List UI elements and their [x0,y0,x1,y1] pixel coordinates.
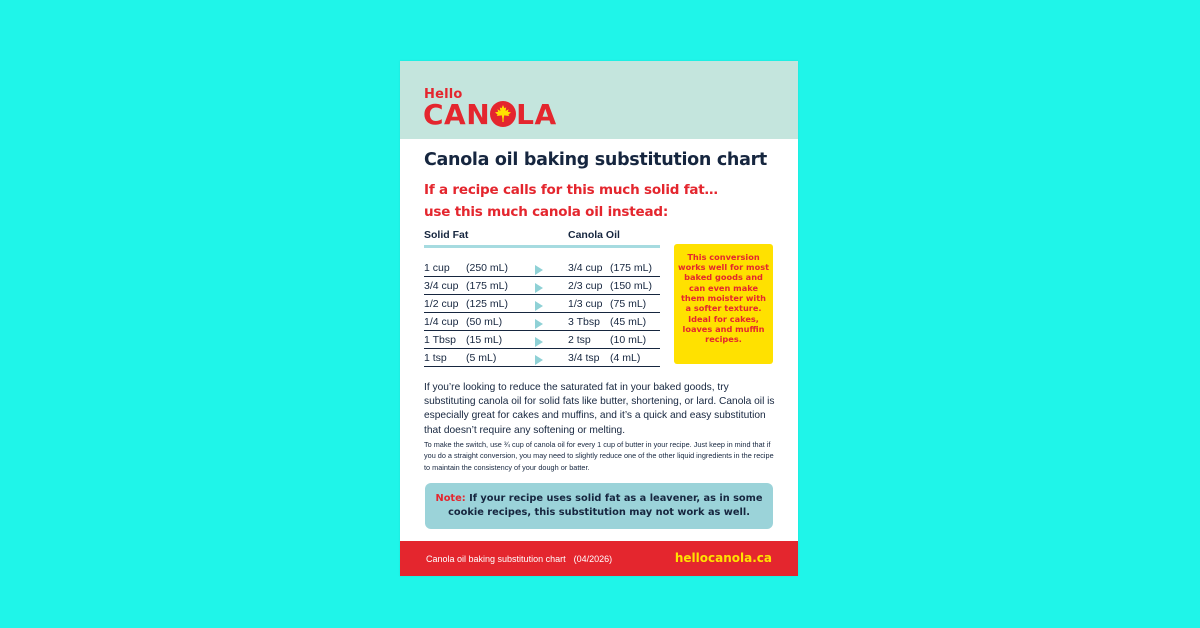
oil-amount: 1/3 cup [568,298,603,310]
logo-hello: Hello [424,87,463,102]
footer-title-text: Canola oil baking substitution chart [426,554,566,564]
arrow-right-icon [535,265,543,275]
solid-amount: 1/2 cup [424,298,459,310]
callout-text-2: Ideal for cakes, loaves and muffin recipes. [682,314,765,345]
solid-ml: (250 mL) [466,262,509,274]
solid-ml: (50 mL) [466,316,503,328]
solid-amount: 1 cup [424,262,450,274]
note-box [425,483,773,529]
footer-date: (04/2026) [573,554,613,564]
header-band [400,61,798,139]
logo-canola-post: LA [516,98,557,131]
body-paragraph-2: To make the switch, use ¾ cup of canola oil for every 1 cup of butter in your recipe. Just keep in mind that if you do a straight conversion, you may need to slightly reduce one of the other liquid ingredients in the recipe to maintain the consistency of your dough or batter. [424,440,774,472]
callout-text-1: This conversion works well for most baked goods and can even make them moister with a softer texture. [678,252,769,314]
solid-amount: 3/4 cup [424,280,459,292]
oil-ml: (10 mL) [610,334,647,346]
solid-ml: (15 mL) [466,334,503,346]
note-body: If your recipe uses solid fat as a leavener, as in some cookie recipes, this substitution may not work as well. [448,493,763,518]
solid-ml: (175 mL) [466,280,509,292]
column-header-canola-oil: Canola Oil [568,229,620,241]
table-row [424,331,660,349]
footer-band [400,541,798,576]
footer-website-link[interactable]: hellocanola.ca [674,551,772,565]
flyer-page [400,61,798,576]
oil-ml: (175 mL) [610,262,653,274]
body-paragraph-1: If you’re looking to reduce the saturated fat in your baked goods, try substituting canola oil for solid fats like butter, shortening, or lard. Canola oil is especially great for cakes and muffins, and it’s a quick and easy substitution that doesn’t require any softening or melting. [424,382,775,436]
logo-canola [423,99,557,131]
oil-amount: 3/4 cup [568,262,603,274]
maple-leaf-icon [490,101,516,127]
tip-callout [674,244,773,364]
arrow-right-icon [535,337,543,347]
oil-ml: (4 mL) [610,352,641,364]
arrow-right-icon [535,301,543,311]
table-row [424,277,660,295]
oil-amount: 2 tsp [568,334,591,346]
table-row [424,349,660,367]
oil-amount: 3/4 tsp [568,352,600,364]
solid-ml: (5 mL) [466,352,497,364]
column-header-divider [424,245,660,248]
subtitle-line-1: If a recipe calls for this much solid fat… [424,182,718,198]
subtitle [424,179,718,223]
arrow-right-icon [535,283,543,293]
subtitle-line-2: use this much canola oil instead: [424,204,669,220]
table-row [424,313,660,331]
table-row [424,259,660,277]
oil-ml: (45 mL) [610,316,647,328]
oil-ml: (75 mL) [610,298,647,310]
footer-title [426,554,612,564]
oil-amount: 2/3 cup [568,280,603,292]
table-row [424,295,660,313]
arrow-right-icon [535,355,543,365]
oil-amount: 3 Tbsp [568,316,600,328]
note-text [435,492,763,520]
solid-ml: (125 mL) [466,298,509,310]
logo-canola-pre: CAN [423,98,491,131]
arrow-right-icon [535,319,543,329]
solid-amount: 1 Tbsp [424,334,456,346]
solid-amount: 1/4 cup [424,316,459,328]
note-label: Note: [435,493,466,504]
solid-amount: 1 tsp [424,352,447,364]
substitution-table [424,259,660,367]
page-title: Canola oil baking substitution chart [424,150,767,170]
oil-ml: (150 mL) [610,280,653,292]
column-header-solid-fat: Solid Fat [424,229,469,241]
